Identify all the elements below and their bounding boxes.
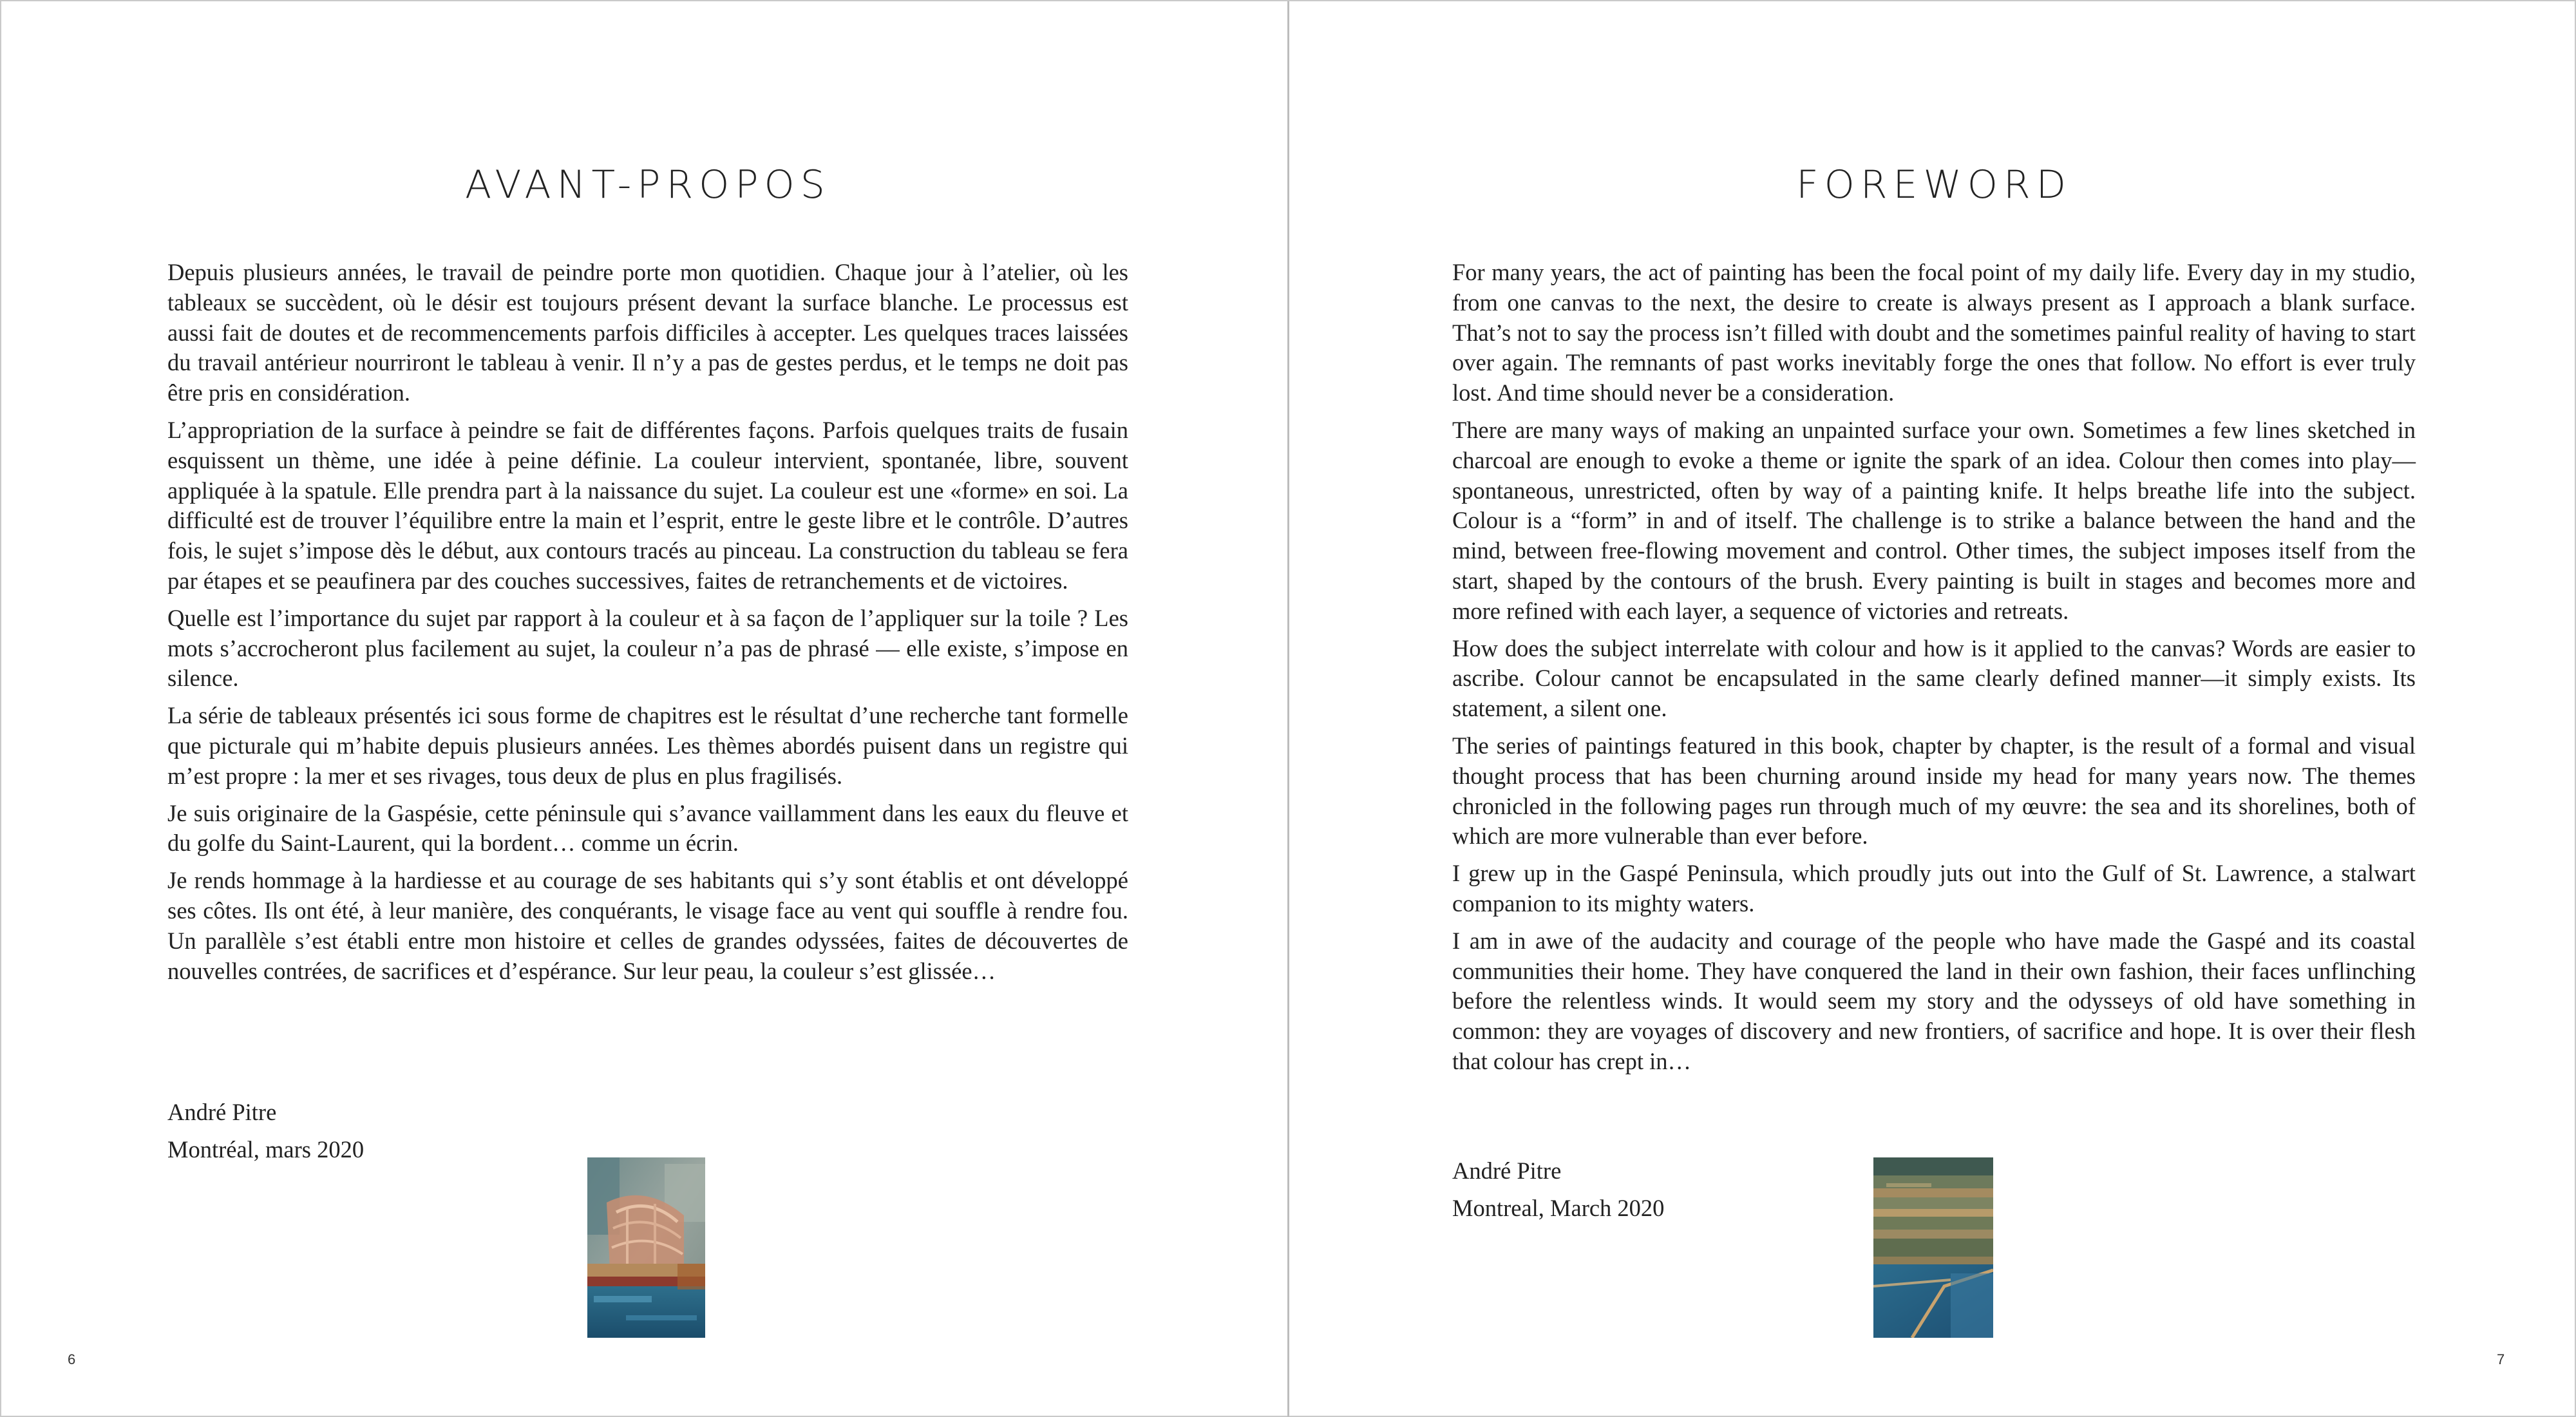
paragraph: Je rends hommage à la hardiesse et au courage de ses habitants qui s’y sont établis et ont développé ses côtes. Ils ont été, à leur manière, des conquérants, le visage face au vent qui souffle à rendre fou. Un parallèle s’est établi entre mon histoire et celles de grandes odyssées, faites de découvertes de nouvelles contrées, de sacrifices et d’espérance. Sur leur peau, la couleur s’est glissée…	[167, 867, 1128, 984]
page-title: AVANT-PROPOS	[465, 162, 831, 207]
paragraph: L’appropriation de la surface à peindre se fait de différentes façons. Parfois quelques traits de fusain esquissent un thème, une idée à peine définie. La couleur intervient, spontanée, libre, souvent appliquée à la spatule. Elle prendra part à la naissance du sujet. La couleur est une «forme» en soi. La difficulté est de trouver l’équilibre entre la main et l’esprit, entre le geste libre et le contrôle. D’autres fois, le sujet s’impose dès le début, aux contours tracés au pinceau. La construction du tableau se fera par étapes et se peaufinera par des couches successives, faites de retranchements et de victoires.	[167, 416, 1128, 594]
left-page	[1, 1, 1287, 1417]
paragraph: Je suis originaire de la Gaspésie, cette péninsule qui s’avance vaillamment dans les eaux du fleuve et du golfe du Saint-Laurent, qui la bordent… comme un écrin.	[167, 799, 1128, 857]
page-number: 6	[68, 1351, 76, 1367]
body-text	[167, 258, 1128, 993]
paragraph: La série de tableaux présentés ici sous forme de chapitres est le résultat d’une recherche tant formelle que picturale qui m’habite depuis plusieurs années. Les thèmes abordés puisent dans un registre qui m’est propre : la mer et ses rivages, tous deux de plus en plus fragilisés.	[167, 702, 1128, 789]
body-text	[1452, 258, 2416, 1084]
painting-image	[1873, 1157, 1993, 1338]
place-date: Montreal, March 2020	[1452, 1195, 1665, 1221]
paragraph: For many years, the act of painting has been the focal point of my daily life. Every day in my studio, from one canvas to the next, the desire to create is always present as I approach a blank surface. That’s not to say the process isn’t filled with doubt and the sometimes painful reality of having to start over again. The remnants of past works inevitably forge the ones that follow. No effort is ever truly lost. And time should never be a consideration.	[1452, 259, 2416, 406]
author-name: André Pitre	[167, 1099, 277, 1125]
paragraph: Quelle est l’importance du sujet par rapport à la couleur et à sa façon de l’appliquer sur la toile ? Les mots s’accrocheront plus facilement au sujet, la couleur n’a pas de phrasé — elle existe, s’impose en silence.	[167, 604, 1128, 692]
author-name: André Pitre	[1452, 1157, 1562, 1184]
paragraph: I am in awe of the audacity and courage of the people who have made the Gaspé and its coastal communities their home. They have conquered the land in their own fashion, their faces unflinching before the relentless winds. It would seem my story and the odysseys of old have something in common: they are voyages of discovery and new frontiers, of sacrifice and hope. It is over their flesh that colour has crept in…	[1452, 927, 2416, 1074]
signature-block	[167, 1094, 364, 1168]
paragraph: I grew up in the Gaspé Peninsula, which proudly juts out into the Gulf of St. Lawrence, a stalwart companion to its mighty waters.	[1452, 860, 2416, 917]
paragraph: Depuis plusieurs années, le travail de peindre porte mon quotidien. Chaque jour à l’atelier, où les tableaux se succèdent, où le désir est toujours présent devant la surface blanche. Le processus est aussi fait de doutes et de recommencements parfois difficiles à accepter. Les quelques traces laissées du travail antérieur nourriront le tableau à venir. Il n’y a pas de gestes perdus, et le temps ne doit pas être pris en considération.	[167, 259, 1128, 406]
signature-block	[1452, 1152, 1664, 1227]
place-date: Montréal, mars 2020	[167, 1136, 365, 1163]
right-page	[1289, 1, 2576, 1417]
painting-image	[587, 1157, 705, 1338]
paragraph: How does the subject interrelate with colour and how is it applied to the canvas? Words are easier to ascribe. Colour cannot be encapsulated in the same clearly defined manner—it simply exists. Its statement, a silent one.	[1452, 634, 2416, 722]
painting-thumbnail	[1873, 1157, 1993, 1338]
painting-thumbnail	[587, 1157, 705, 1338]
paragraph: There are many ways of making an unpainted surface your own. Sometimes a few lines sketched in charcoal are enough to evoke a theme or ignite the spark of an idea. Colour then comes into play—spontaneous, unrestricted, often by way of a painting knife. It helps breathe life into the subject. Colour is a “form” in and of itself. The challenge is to strike a balance between the hand and the mind, between free-flowing movement and control. Other times, the subject imposes itself from the start, shaped by the contours of the brush. Every painting is built in stages and becomes more and more refined with each layer, a sequence of victories and retreats.	[1452, 416, 2416, 624]
paragraph: The series of paintings featured in this book, chapter by chapter, is the result of a formal and visual thought process that has been churning around inside my head for many years now. The themes chronicled in the following pages run through much of my œuvre: the sea and its shorelines, both of which are more vulnerable than ever before.	[1452, 732, 2416, 850]
page-number: 7	[2497, 1351, 2505, 1367]
page-title: FOREWORD	[1796, 162, 2072, 207]
